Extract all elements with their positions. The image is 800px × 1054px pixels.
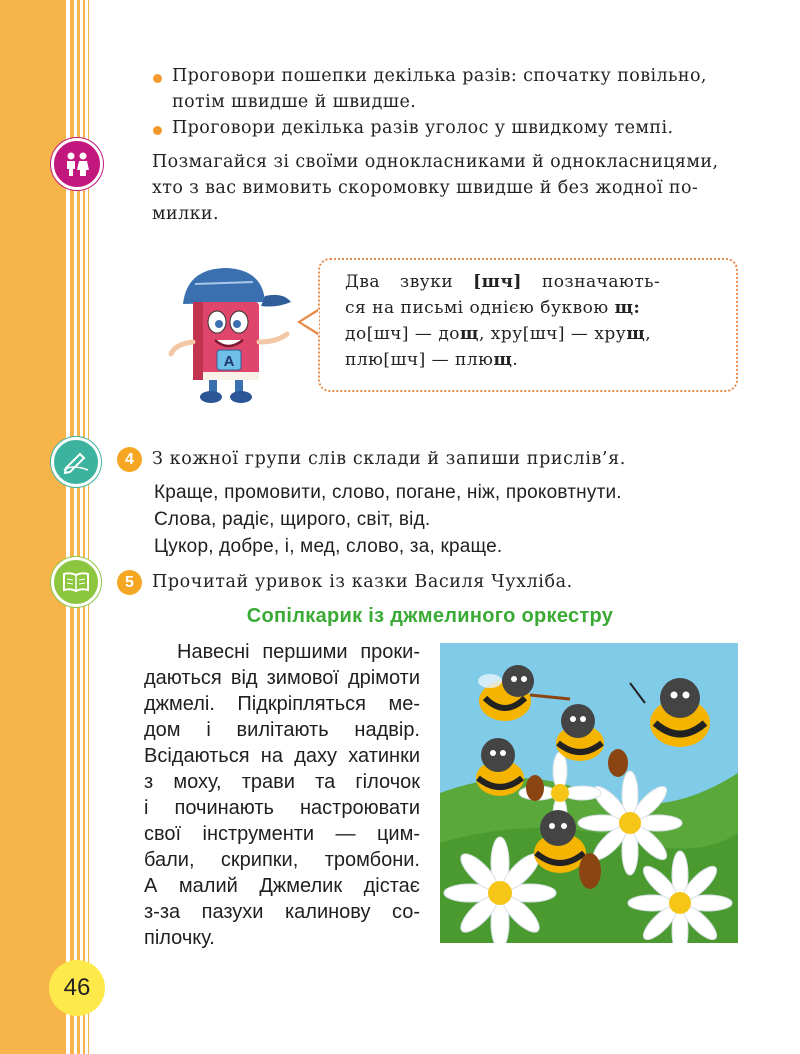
bullet-1-line-1: Проговори пошепки декілька разів: спочатку повільно, <box>172 66 707 86</box>
bumblebee-orchestra-illustration <box>440 643 738 943</box>
letter-book-mascot <box>165 262 295 407</box>
challenge-line-3: милки. <box>152 204 219 224</box>
task-5-number: 5 <box>117 570 142 595</box>
challenge-line-1: Позмагайся зі своїми однокласниками й однокласницями, <box>152 152 719 172</box>
story-line: джмелі. Підкріпляться ме- <box>144 693 420 715</box>
story-line: свої інструменти — цим- <box>144 823 420 845</box>
story-line: з моху, трави та гілочок <box>144 771 420 793</box>
story-line: Всідаються на даху хатинки <box>144 745 420 767</box>
task-4-group-1: Краще, промовити, слово, погане, ніж, проковтнути. <box>154 482 622 503</box>
bullet-dot <box>153 126 162 135</box>
task-4-number: 4 <box>117 447 142 472</box>
writing-icon <box>51 437 101 487</box>
task-4-group-2: Слова, радіє, щирого, світ, від. <box>154 509 431 530</box>
challenge-line-2: хто з вас вимовить скоромовку швидше й без жодної по- <box>152 178 699 198</box>
bullet-1-line-2: потім швидше й швидше. <box>172 92 417 112</box>
bubble-line-2: ся на письмі однією буквою щ: <box>345 298 641 318</box>
page-number: 46 <box>49 960 105 1016</box>
task-5-instruction: Прочитай уривок із казки Василя Чухліба. <box>152 572 573 592</box>
story-line: і починають настроювати <box>144 797 420 819</box>
bullet-dot <box>153 74 162 83</box>
bubble-line-4: плю[шч] — плющ. <box>345 350 519 370</box>
bubble-line-1: Два звуки [шч] позначають- <box>345 272 661 292</box>
mascot-letter: А <box>223 353 235 370</box>
reading-book-icon <box>51 557 101 607</box>
story-line: пілочку. <box>144 927 215 949</box>
story-line: бали, скрипки, тромбони. <box>144 849 420 871</box>
story-line: А малий Джмелик дістає <box>144 875 420 897</box>
story-line: дом і вилітають надвір. <box>144 719 420 741</box>
task-4-instruction: З кожної групи слів склади й запиши прислів’я. <box>152 449 626 469</box>
task-4-group-3: Цукор, добре, і, мед, слово, за, краще. <box>154 536 503 557</box>
story-title: Сопілкарик із джмелиного оркестру <box>246 605 614 627</box>
speech-bubble-tail-fill <box>301 311 319 333</box>
story-line: Навесні першими проки- <box>177 641 420 663</box>
bullet-2-line-1: Проговори декілька разів уголос у швидкому темпі. <box>172 118 674 138</box>
story-line: даються від зимової дрімоти <box>144 667 420 689</box>
bubble-line-3: до[шч] — дощ, хру[шч] — хрущ, <box>345 324 652 344</box>
pair-work-icon <box>51 138 103 190</box>
story-line: з-за пазухи калинову со- <box>144 901 420 923</box>
